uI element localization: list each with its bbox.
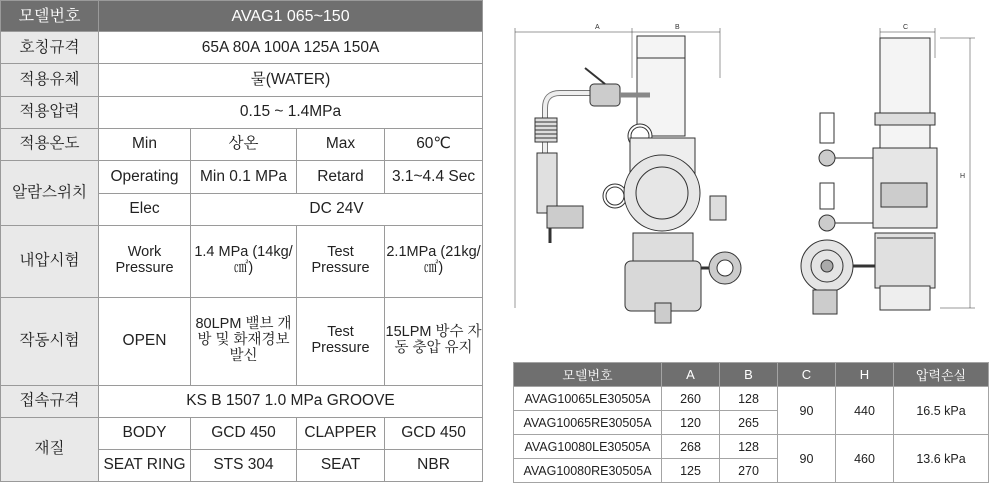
nominal-size-value: 65A 80A 100A 125A 150A xyxy=(99,32,483,64)
spec-table xyxy=(0,0,483,482)
seat-ring-value: STS 304 xyxy=(191,449,297,481)
dimension-label-h: H xyxy=(960,173,966,180)
work-pressure-value: 1.4 MPa (14kg/㎠) xyxy=(191,225,297,297)
nominal-size-label: 호칭규격 xyxy=(1,32,99,64)
dim-pressure-loss: 16.5 kPa xyxy=(894,387,989,435)
dimension-label-b: B xyxy=(675,24,680,31)
dimension-label-c: C xyxy=(903,24,909,31)
clapper-label: CLAPPER xyxy=(297,418,385,449)
dim-b: 265 xyxy=(720,411,778,435)
alarm-switch-label: 알람스위치 xyxy=(1,161,99,226)
dim-model: AVAG10065LE30505A xyxy=(514,387,662,411)
elec-label: Elec xyxy=(99,193,191,225)
operating-value: Min 0.1 MPa xyxy=(191,161,297,193)
body-value: GCD 450 xyxy=(191,418,297,449)
dim-header-model: 모델번호 xyxy=(514,363,662,387)
dim-model: AVAG10080LE30505A xyxy=(514,435,662,459)
dim-a: 125 xyxy=(662,459,720,483)
valve-side-view-drawing xyxy=(795,18,980,328)
temperature-max-label: Max xyxy=(297,129,385,161)
connection-label: 접속규격 xyxy=(1,386,99,418)
operation-test-pressure-label: Test Pressure xyxy=(297,297,385,385)
dim-c: 90 xyxy=(778,387,836,435)
dim-a: 120 xyxy=(662,411,720,435)
temperature-max-value: 60℃ xyxy=(385,129,483,161)
table-row xyxy=(514,435,989,459)
dim-b: 128 xyxy=(720,387,778,411)
dim-b: 128 xyxy=(720,435,778,459)
open-label: OPEN xyxy=(99,297,191,385)
flow-value: 80LPM 밸브 개방 및 화재경보발신 xyxy=(191,297,297,385)
dim-header-c: C xyxy=(778,363,836,387)
model-number-label: 모델번호 xyxy=(1,1,99,32)
dim-c: 90 xyxy=(778,435,836,483)
model-number-value: AVAG1 065~150 xyxy=(99,1,483,32)
operation-test-label: 작동시험 xyxy=(1,297,99,385)
dim-header-pressure-loss: 압력손실 xyxy=(894,363,989,387)
temperature-min-value: 상온 xyxy=(191,129,297,161)
test-pressure-value: 2.1MPa (21kg/㎠) xyxy=(385,225,483,297)
dim-b: 270 xyxy=(720,459,778,483)
connection-value: KS B 1507 1.0 MPa GROOVE xyxy=(99,386,483,418)
test-pressure-label: Test Pressure xyxy=(297,225,385,297)
dim-pressure-loss: 13.6 kPa xyxy=(894,435,989,483)
dim-header-b: B xyxy=(720,363,778,387)
temperature-label: 적용온도 xyxy=(1,129,99,161)
dimension-label-a: A xyxy=(595,24,600,31)
hydro-test-label: 내압시험 xyxy=(1,225,99,297)
elec-value: DC 24V xyxy=(191,193,483,225)
dim-model: AVAG10080RE30505A xyxy=(514,459,662,483)
fluid-label: 적용유체 xyxy=(1,64,99,96)
pressure-value: 0.15 ~ 1.4MPa xyxy=(99,96,483,128)
dimension-table xyxy=(513,362,989,483)
dim-header-h: H xyxy=(836,363,894,387)
dim-a: 268 xyxy=(662,435,720,459)
dim-h: 460 xyxy=(836,435,894,483)
dim-h: 440 xyxy=(836,387,894,435)
temperature-min-label: Min xyxy=(99,129,191,161)
retard-value: 3.1~4.4 Sec xyxy=(385,161,483,193)
body-label: BODY xyxy=(99,418,191,449)
valve-front-view-drawing xyxy=(505,18,765,328)
retard-label: Retard xyxy=(297,161,385,193)
seat-ring-label: SEAT RING xyxy=(99,449,191,481)
dim-a: 260 xyxy=(662,387,720,411)
operation-test-pressure-value: 15LPM 방수 자동 충압 유지 xyxy=(385,297,483,385)
seat-value: NBR xyxy=(385,449,483,481)
seat-label: SEAT xyxy=(297,449,385,481)
table-row xyxy=(514,387,989,411)
clapper-value: GCD 450 xyxy=(385,418,483,449)
material-label: 재질 xyxy=(1,418,99,482)
fluid-value: 물(WATER) xyxy=(99,64,483,96)
dim-header-a: A xyxy=(662,363,720,387)
operating-label: Operating xyxy=(99,161,191,193)
work-pressure-label: Work Pressure xyxy=(99,225,191,297)
pressure-label: 적용압력 xyxy=(1,96,99,128)
dim-model: AVAG10065RE30505A xyxy=(514,411,662,435)
